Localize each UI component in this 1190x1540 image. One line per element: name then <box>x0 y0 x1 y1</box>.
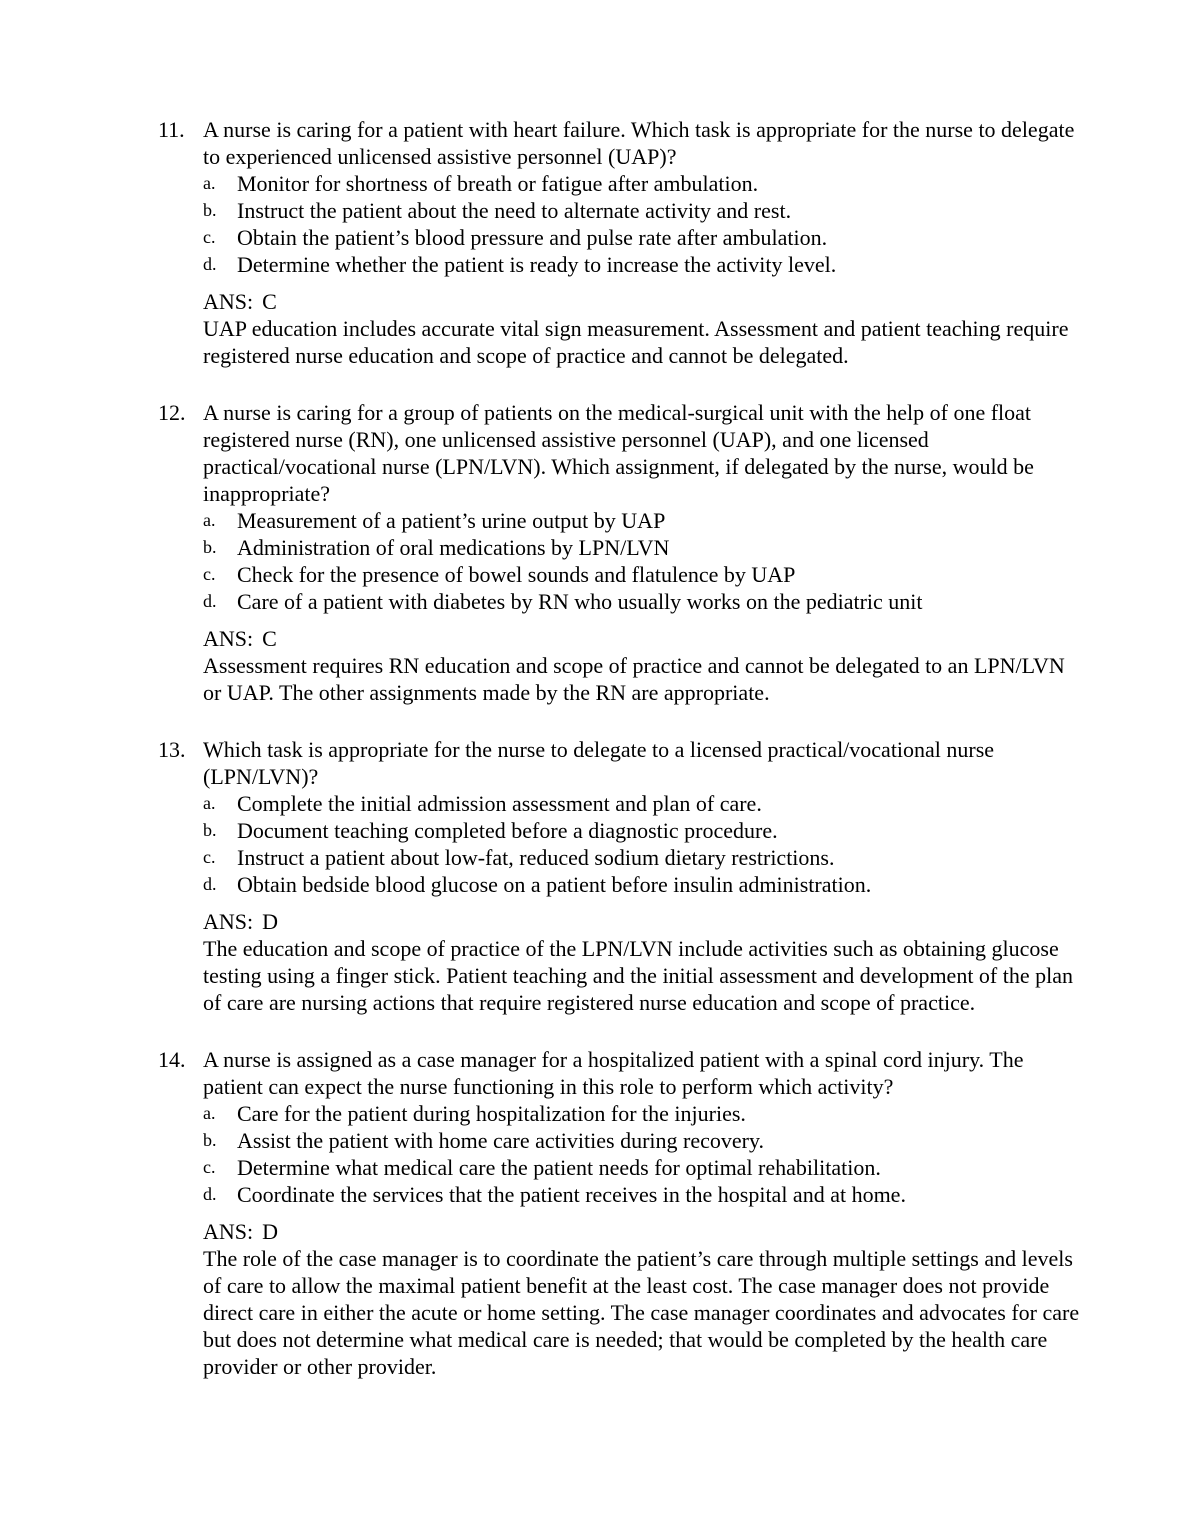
question-body <box>203 399 1080 706</box>
options-list <box>203 1100 1080 1208</box>
question-stem: A nurse is assigned as a case manager for a hospitalized patient with a spinal cord injury. The patient can expect the nurse functioning in this role to perform which activity? <box>203 1047 1024 1099</box>
option-text: Care of a patient with diabetes by RN who usually works on the pediatric unit <box>237 589 923 614</box>
question-stem: A nurse is caring for a group of patients on the medical-surgical unit with the help of one float registered nurse (RN), one unlicensed assistive personnel (UAP), and one licensed practical/vocational nurse (LPN/LVN). Which assignment, if delegated by the nurse, would be inappropriate? <box>203 400 1034 506</box>
question-number: 12. <box>158 400 186 425</box>
option-row <box>203 197 1080 224</box>
question-stem: Which task is appropriate for the nurse to delegate to a licensed practical/vocational nurse (LPN/LVN)? <box>203 737 995 789</box>
option-letter: b. <box>203 537 217 557</box>
answer-section <box>203 908 1080 1016</box>
option-letter: d. <box>203 591 217 611</box>
answer-section <box>203 1218 1080 1380</box>
question-block <box>158 736 1080 1016</box>
option-row <box>203 251 1080 278</box>
question-block <box>158 1046 1080 1380</box>
question-block <box>158 399 1080 706</box>
option-text: Instruct a patient about low-fat, reduced sodium dietary restrictions. <box>237 845 835 870</box>
option-row <box>203 871 1080 898</box>
option-letter: a. <box>203 510 216 530</box>
answer-label: ANS: <box>203 289 254 314</box>
rationale-text: The role of the case manager is to coordinate the patient’s care through multiple settings and levels of care to allow the maximal patient benefit at the least cost. The case manager does not provide direct care in either the acute or home setting. The case manager coordinates and advocates for care but does not determine what medical care is needed; that would be completed by the health care provider or other provider. <box>203 1246 1080 1379</box>
answer-label: ANS: <box>203 626 254 651</box>
option-letter: b. <box>203 200 217 220</box>
option-row <box>203 1181 1080 1208</box>
answer-letter: C <box>262 626 277 651</box>
answer-line <box>203 1218 1080 1245</box>
question-body <box>203 116 1080 369</box>
option-text: Care for the patient during hospitalization for the injuries. <box>237 1101 746 1126</box>
option-text: Obtain bedside blood glucose on a patient before insulin administration. <box>237 872 872 897</box>
option-letter: c. <box>203 847 216 867</box>
option-letter: a. <box>203 793 216 813</box>
option-text: Document teaching completed before a diagnostic procedure. <box>237 818 778 843</box>
option-row <box>203 1100 1080 1127</box>
option-row <box>203 534 1080 561</box>
question-number: 14. <box>158 1047 186 1072</box>
option-row <box>203 588 1080 615</box>
option-text: Coordinate the services that the patient receives in the hospital and at home. <box>237 1182 906 1207</box>
rationale-text: Assessment requires RN education and scope of practice and cannot be delegated to an LPN/LVN or UAP. The other assignments made by the RN are appropriate. <box>203 653 1065 705</box>
option-text: Complete the initial admission assessment and plan of care. <box>237 791 762 816</box>
option-text: Monitor for shortness of breath or fatigue after ambulation. <box>237 171 759 196</box>
option-row <box>203 844 1080 871</box>
answer-label: ANS: <box>203 1219 254 1244</box>
question-body <box>203 1046 1080 1380</box>
option-letter: b. <box>203 820 217 840</box>
option-letter: d. <box>203 1184 217 1204</box>
options-list <box>203 170 1080 278</box>
option-row <box>203 790 1080 817</box>
option-letter: b. <box>203 1130 217 1150</box>
option-text: Instruct the patient about the need to alternate activity and rest. <box>237 198 792 223</box>
answer-line <box>203 625 1080 652</box>
rationale-text: UAP education includes accurate vital sign measurement. Assessment and patient teaching require registered nurse education and scope of practice and cannot be delegated. <box>203 316 1069 368</box>
option-text: Determine whether the patient is ready to increase the activity level. <box>237 252 837 277</box>
option-letter: d. <box>203 874 217 894</box>
answer-letter: D <box>262 909 279 934</box>
answer-line <box>203 908 1080 935</box>
option-letter: c. <box>203 1157 216 1177</box>
answer-letter: C <box>262 289 277 314</box>
option-letter: c. <box>203 227 216 247</box>
option-row <box>203 1154 1080 1181</box>
option-letter: a. <box>203 173 216 193</box>
option-text: Determine what medical care the patient needs for optimal rehabilitation. <box>237 1155 881 1180</box>
question-block <box>158 116 1080 369</box>
question-number: 11. <box>158 117 185 142</box>
option-letter: d. <box>203 254 217 274</box>
options-list <box>203 790 1080 898</box>
option-row <box>203 1127 1080 1154</box>
answer-section <box>203 288 1080 369</box>
option-row <box>203 507 1080 534</box>
answer-label: ANS: <box>203 909 254 934</box>
option-text: Assist the patient with home care activities during recovery. <box>237 1128 765 1153</box>
option-row <box>203 817 1080 844</box>
option-text: Administration of oral medications by LPN/LVN <box>237 535 670 560</box>
options-list <box>203 507 1080 615</box>
option-row <box>203 224 1080 251</box>
answer-section <box>203 625 1080 706</box>
answer-letter: D <box>262 1219 279 1244</box>
question-stem: A nurse is caring for a patient with heart failure. Which task is appropriate for the nurse to delegate to experienced unlicensed assistive personnel (UAP)? <box>203 117 1075 169</box>
option-text: Measurement of a patient’s urine output by UAP <box>237 508 666 533</box>
option-row <box>203 170 1080 197</box>
option-letter: c. <box>203 564 216 584</box>
option-text: Check for the presence of bowel sounds and flatulence by UAP <box>237 562 796 587</box>
question-number: 13. <box>158 737 186 762</box>
option-letter: a. <box>203 1103 216 1123</box>
question-body <box>203 736 1080 1016</box>
answer-line <box>203 288 1080 315</box>
rationale-text: The education and scope of practice of the LPN/LVN include activities such as obtaining glucose testing using a finger stick. Patient teaching and the initial assessment and development of the plan of care are nursing actions that require registered nurse education and scope of practice. <box>203 936 1074 1015</box>
option-text: Obtain the patient’s blood pressure and pulse rate after ambulation. <box>237 225 828 250</box>
option-row <box>203 561 1080 588</box>
